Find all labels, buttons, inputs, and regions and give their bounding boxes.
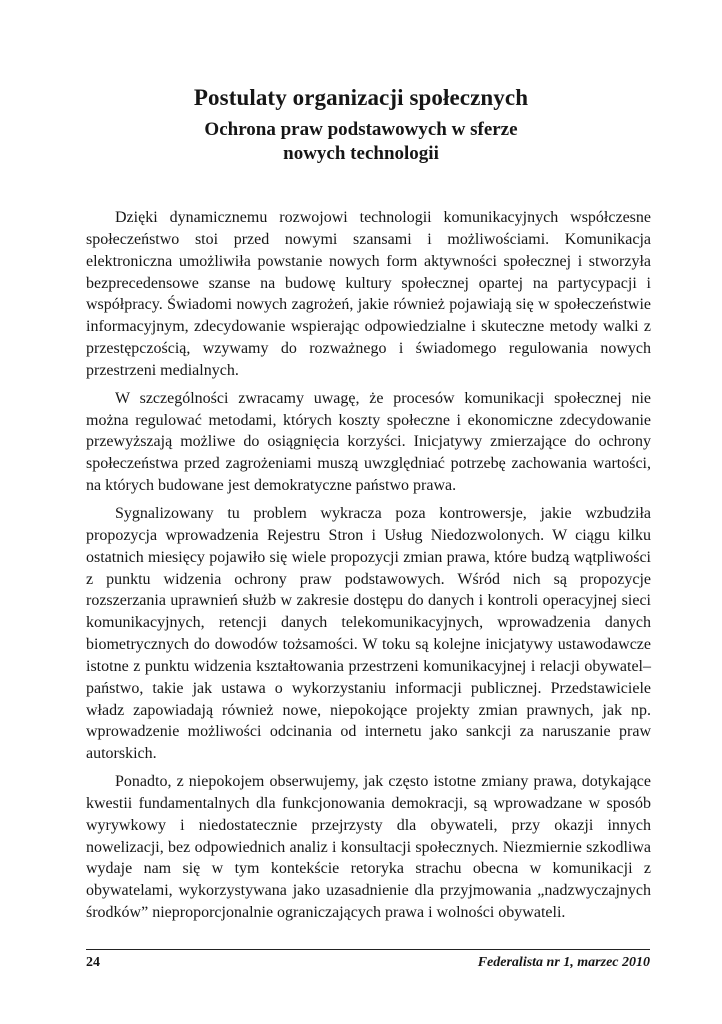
- page-subtitle: Ochrona praw podstawowych w sferze nowych technologii: [204, 119, 518, 164]
- page-title: Postulaty organizacji społecznych: [193, 85, 529, 110]
- body-paragraph: Dzięki dynamicznemu rozwojowi technologii komunikacyjnych współczesne społeczeństwo stoi przed nowymi szansami i możliwościami. Komunikacja elektroniczna umożliwiła powstanie nowych form aktywności społecznej i stworzyła bezprecedensowe szanse na budowę kultury społecznej opartej na partycypacji i współpracy. Świadomi nowych zagrożeń, jakie również pojawiają się w społeczeństwie informacyjnym, zdecydowanie wspierając odpowiedzialne i skuteczne metody walki z przestępczością, wzywamy do rozważnego i świadomego regulowania nowych przestrzeni medialnych.: [86, 209, 651, 379]
- footer-divider: [86, 949, 650, 950]
- journal-citation: Federalista nr 1, marzec 2010: [477, 955, 650, 970]
- body-paragraph: W szczególności zwracamy uwagę, że procesów komunikacji społecznej nie można regulować metodami, których koszty społeczne i ekonomiczne zdecydowanie przewyższają możliwe do osiągnięcia korzyści. Inicjatywy zmierzające do ochrony społeczeństwa przed zagrożeniami muszą uwzględniać potrzebę zachowania wartości, na których budowane jest demokratyczne państwo prawa.: [86, 389, 651, 495]
- body-paragraph: Sygnalizowany tu problem wykracza poza kontrowersje, jakie wzbudziła propozycja wprowadzenia Rejestru Stron i Usług Niedozwolonych. W ciągu kilku ostatnich miesięcy pojawiło się wiele propozycji zmian prawa, które budzą wątpliwości z punktu widzenia ochrony praw podstawowych. Wśród nich są propozycje rozszerzania uprawnień służb w zakresie dostępu do danych i kontroli operacyjnej sieci komunikacyjnych, retencji danych telekomunikacyjnych, wprowadzenia danych biometrycznych do dowodów tożsamości. W toku są kolejne inicjatywy ustawodawcze istotne z punktu widzenia kształtowania przestrzeni komunikacyjnej i relacji obywatel–państwo, takie jak ustawa o wykorzystaniu informacji publicznej. Przedstawiciele władz zapowiadają również nowe, niepokojące projekty zmian prawnych, jak np. wprowadzenie możliwości odcinania od internetu jako sankcji za naruszanie praw autorskich.: [86, 504, 651, 763]
- article-body: [86, 207, 651, 930]
- page-number: 24: [86, 955, 100, 970]
- body-paragraph: Ponadto, z niepokojem obserwujemy, jak często istotne zmiany prawa, dotykające kwestii fundamentalnych dla funkcjonowania demokracji, są wprowadzane w sposób wyrywkowy i niedostatecznie przejrzysty dla obywateli, przy okazji innych nowelizacji, bez odpowiednich analiz i konsultacji społecznych. Niezmiernie szkodliwa wydaje nam się w tym kontekście retoryka strachu obecna w komunikacji z obywatelami, wykorzystywana jako uzasadnienie dla przyjmowania „nadzwyczajnych środków” nieproporcjonalnie ograniczających prawa i wolności obywateli.: [86, 773, 651, 922]
